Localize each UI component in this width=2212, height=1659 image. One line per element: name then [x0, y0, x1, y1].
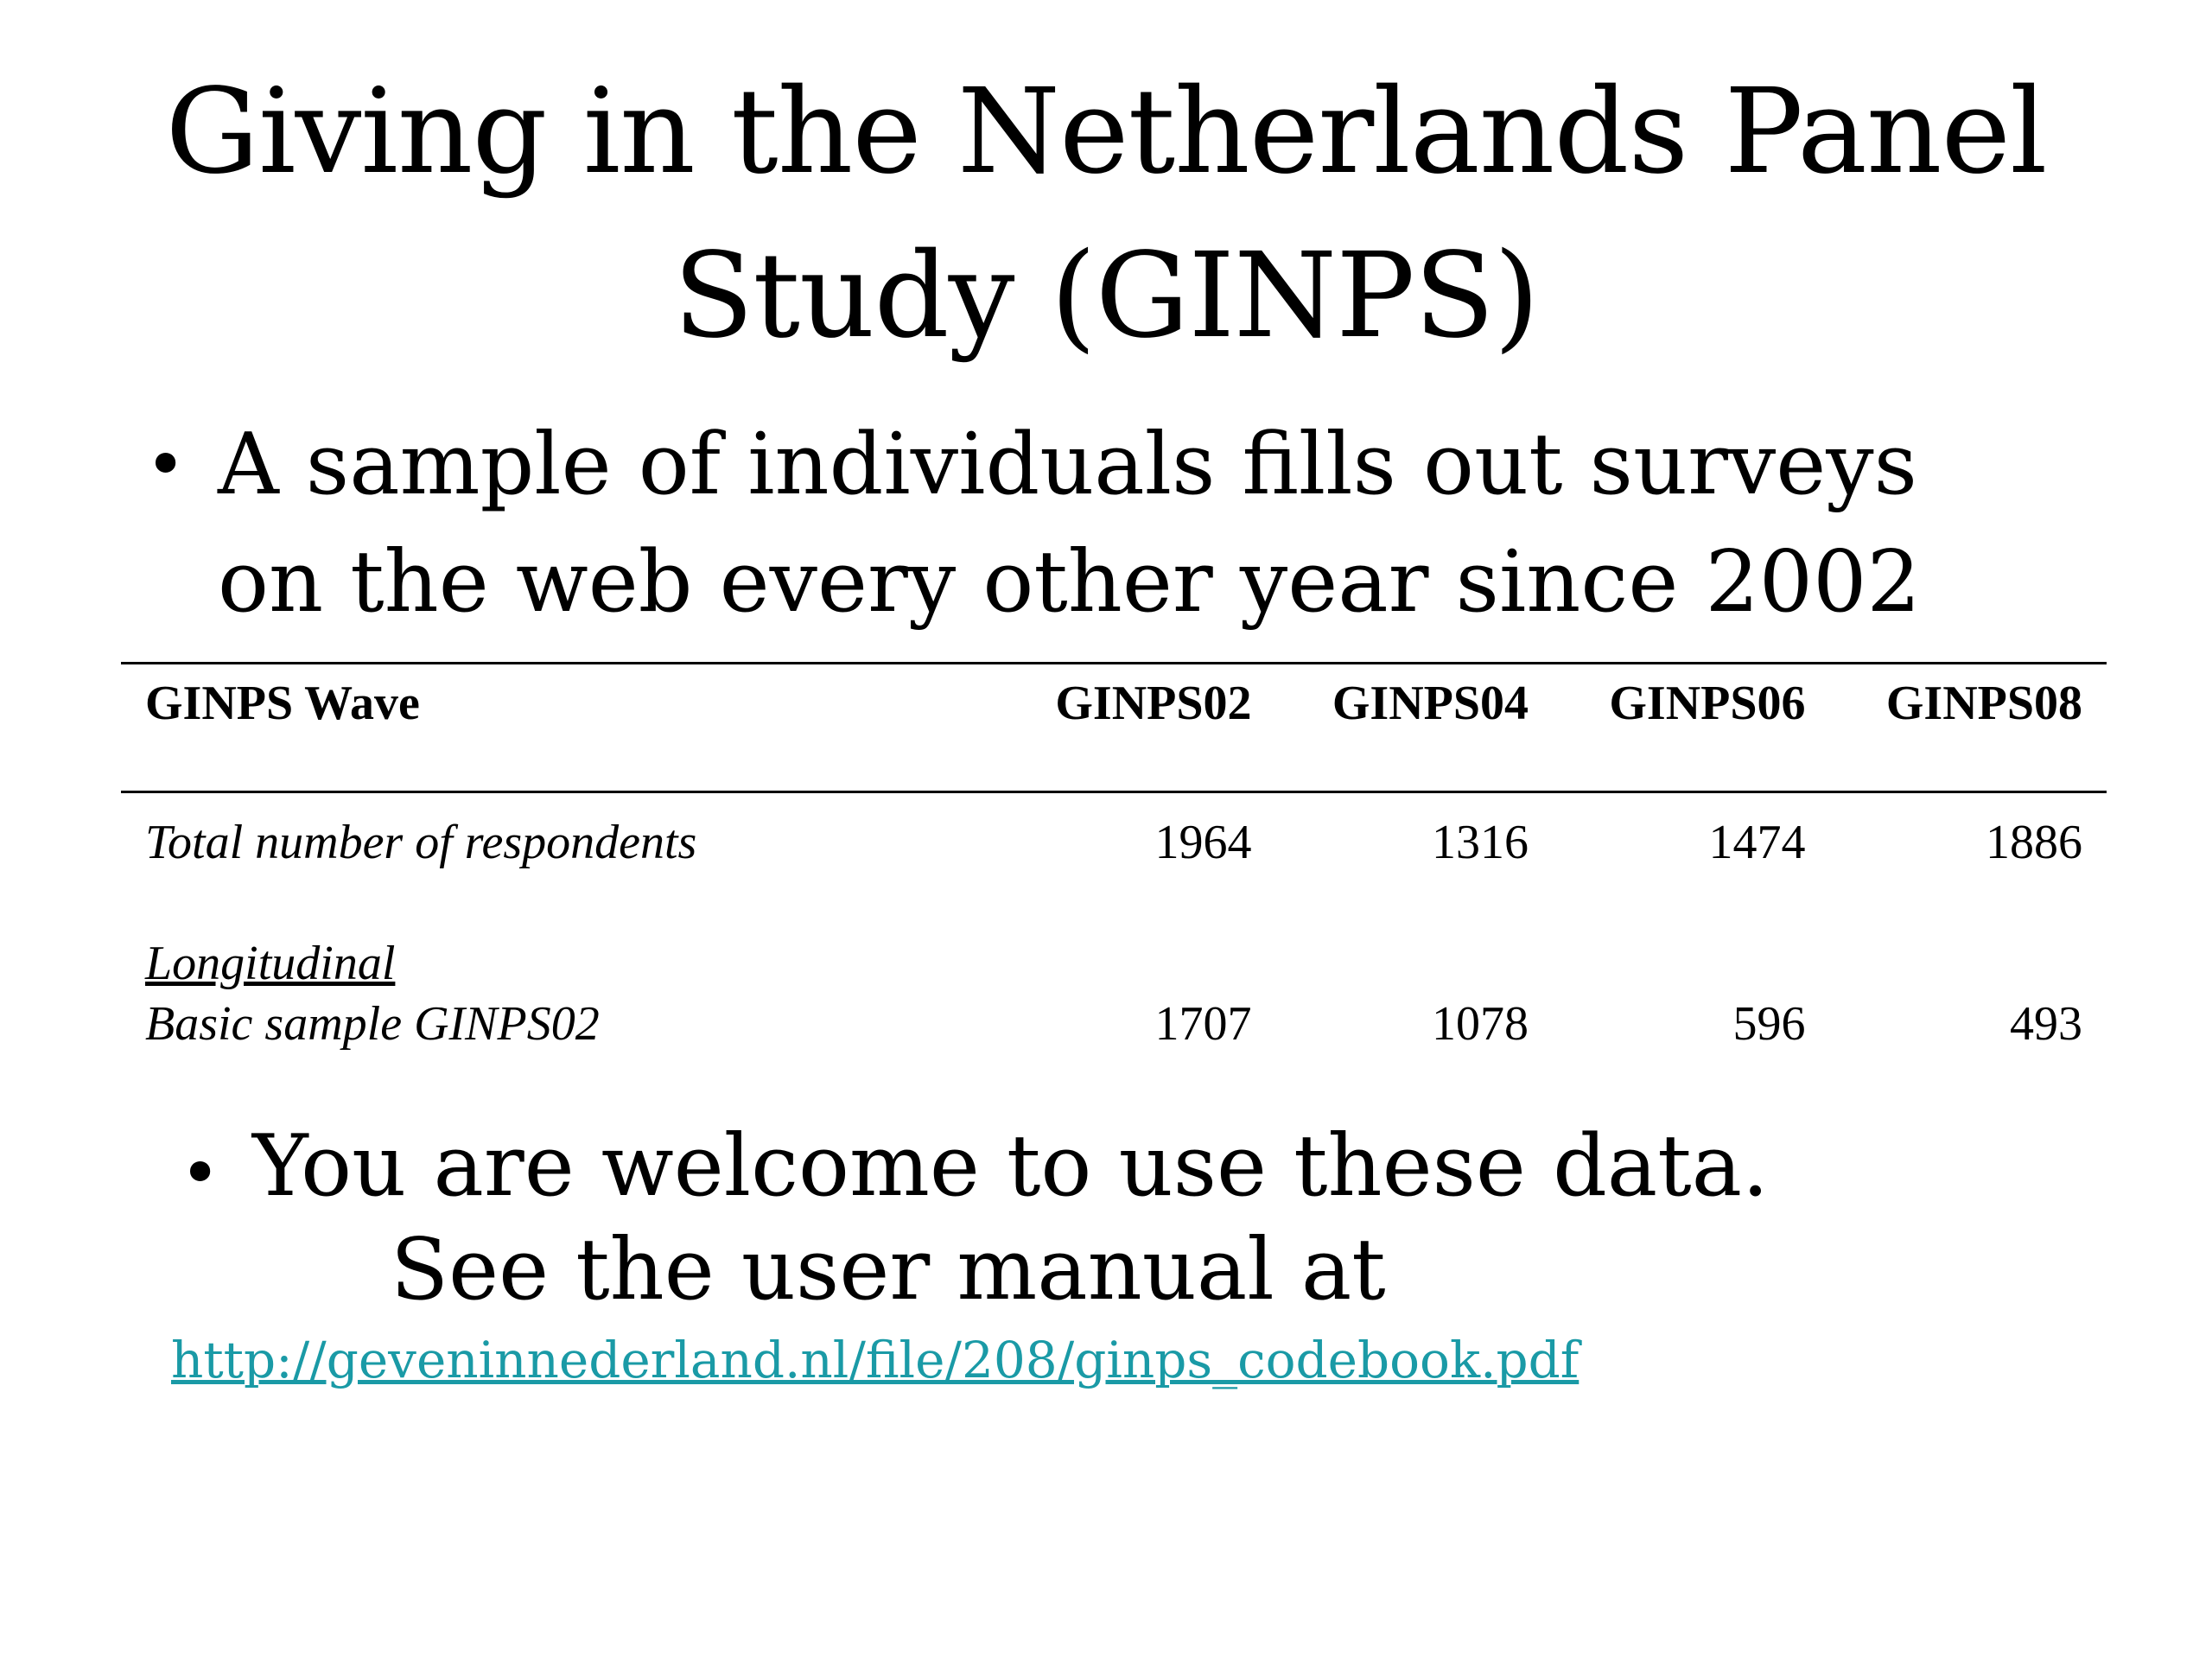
table-header-ginps02: GINPS02	[999, 664, 1276, 792]
bullet-text	[218, 406, 1921, 641]
section-label-longitudinal: Longitudinal	[145, 937, 396, 990]
bullet-text-line-1: A sample of individuals fills out surveys	[218, 416, 1917, 514]
table-header-ginps06: GINPS06	[1553, 664, 1830, 792]
bullet-text-line-2: See the user manual at	[391, 1221, 1386, 1319]
cell-total-ginps08: 1886	[1986, 816, 2082, 869]
table-header-row	[121, 664, 2107, 792]
bullet-dot-icon: •	[145, 424, 187, 505]
codebook-link[interactable]: http://geveninnederland.nl/file/208/ginps_codebook.pdf	[171, 1331, 1580, 1389]
bullet-text-line-2: on the web every other year since 2002	[218, 533, 1921, 632]
slide-title	[0, 50, 2212, 378]
bullet-text	[252, 1115, 1769, 1322]
table-row	[121, 792, 2107, 934]
cell-total-ginps06: 1474	[1708, 816, 1806, 869]
cell-basic-ginps04: 1078	[1432, 997, 1529, 1051]
cell-basic-ginps02: 1707	[1154, 997, 1252, 1051]
bullet-dot-icon: •	[180, 1133, 221, 1213]
slide-title-line-2: Study (GINPS)	[673, 228, 1539, 365]
cell-total-ginps04: 1316	[1432, 816, 1529, 869]
table-header-wave: GINPS Wave	[121, 664, 999, 792]
ginps-wave-table	[121, 662, 2107, 1071]
row-label-total: Total number of respondents	[145, 816, 697, 869]
table-row	[121, 994, 2107, 1071]
bullet-text-line-1: You are welcome to use these data.	[252, 1117, 1770, 1216]
table-header-ginps04: GINPS04	[1276, 664, 1554, 792]
cell-basic-ginps06: 596	[1732, 997, 1806, 1051]
cell-basic-ginps08: 493	[2010, 997, 2082, 1051]
table-section-row	[121, 933, 2107, 994]
row-label-basic-sample: Basic sample GINPS02	[145, 997, 600, 1051]
slide-title-line-1: Giving in the Netherlands Panel	[165, 64, 2047, 200]
cell-total-ginps02: 1964	[1154, 816, 1252, 869]
table-header-ginps08: GINPS08	[1830, 664, 2107, 792]
